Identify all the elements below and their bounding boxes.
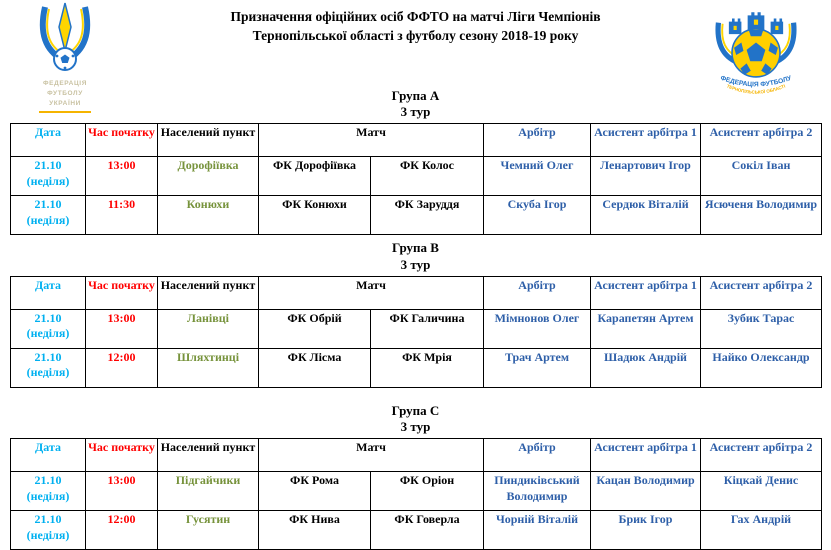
match-venue: Ланівці bbox=[158, 309, 259, 348]
col-header-match: Матч bbox=[259, 124, 484, 157]
assistant1-name: Ленартович Ігор bbox=[591, 157, 701, 196]
header-row bbox=[11, 276, 822, 309]
assistant1-name: Карапетян Артем bbox=[591, 309, 701, 348]
date-value: 21.10 bbox=[34, 473, 62, 488]
home-team: ФК Конюхи bbox=[259, 196, 371, 235]
date-value: 21.10 bbox=[34, 158, 62, 173]
left-logo-caption-line: УКРАЇНИ bbox=[49, 99, 81, 107]
group-b-title bbox=[0, 240, 831, 273]
home-team: ФК Лісма bbox=[259, 348, 371, 387]
date-value: 21.10 bbox=[34, 349, 62, 364]
col-header-date: Дата bbox=[11, 439, 86, 472]
date-day: (неділя) bbox=[26, 365, 70, 380]
match-date bbox=[11, 511, 86, 550]
referee-name: Чемний Олег bbox=[484, 157, 591, 196]
right-logo-arc-top-text: ФЕДЕРАЦІЯ ФУТБОЛУ bbox=[719, 74, 793, 89]
col-header-date: Дата bbox=[11, 124, 86, 157]
away-team: ФК Галичина bbox=[371, 309, 484, 348]
page-title bbox=[0, 0, 831, 46]
away-team: ФК Колос bbox=[371, 157, 484, 196]
group-a-name: Група А bbox=[391, 87, 440, 103]
assignments-table-group-a bbox=[10, 123, 822, 235]
away-team: ФК Мрія bbox=[371, 348, 484, 387]
col-header-assistant2: Асистент арбітра 2 bbox=[701, 276, 822, 309]
home-team: ФК Обрій bbox=[259, 309, 371, 348]
match-date bbox=[11, 309, 86, 348]
col-header-assistant1: Асистент арбітра 1 bbox=[591, 124, 701, 157]
match-time: 13:00 bbox=[86, 309, 158, 348]
col-header-assistant1: Асистент арбітра 1 bbox=[591, 276, 701, 309]
left-logo-underline bbox=[39, 111, 91, 113]
match-time: 11:30 bbox=[86, 196, 158, 235]
group-c-round: 3 тур bbox=[400, 419, 431, 435]
assistant2-name: Зубик Тарас bbox=[701, 309, 822, 348]
col-header-referee: Арбітр bbox=[484, 276, 591, 309]
col-header-match: Матч bbox=[259, 276, 484, 309]
col-header-venue: Населений пункт bbox=[158, 124, 259, 157]
date-value: 21.10 bbox=[34, 512, 62, 527]
away-team: ФК Оріон bbox=[371, 472, 484, 511]
referee-name: Мімнонов Олег bbox=[484, 309, 591, 348]
match-date bbox=[11, 157, 86, 196]
col-header-referee: Арбітр bbox=[484, 124, 591, 157]
date-day: (неділя) bbox=[26, 212, 70, 227]
match-time: 12:00 bbox=[86, 348, 158, 387]
col-header-assistant1: Асистент арбітра 1 bbox=[591, 439, 701, 472]
away-team: ФК Заруддя bbox=[371, 196, 484, 235]
assignments-table-group-b bbox=[10, 276, 822, 388]
match-time: 12:00 bbox=[86, 511, 158, 550]
home-team: ФК Рома bbox=[259, 472, 371, 511]
assistant1-name: Шадюк Андрій bbox=[591, 348, 701, 387]
page-title-line-1: Призначення офіційних осіб ФФТО на матчі Ліги Чемпіонів bbox=[230, 9, 601, 24]
date-day: (неділя) bbox=[26, 326, 70, 341]
referee-name: Пиндиківський Володимир bbox=[484, 472, 591, 511]
date-day: (неділя) bbox=[26, 527, 70, 542]
home-team: ФК Дорофіївка bbox=[259, 157, 371, 196]
referee-name: Скуба Ігор bbox=[484, 196, 591, 235]
col-header-time: Час початку bbox=[86, 276, 158, 309]
table-row bbox=[11, 309, 822, 348]
match-time: 13:00 bbox=[86, 157, 158, 196]
match-date bbox=[11, 348, 86, 387]
left-logo-caption-line: ФЕДЕРАЦІЯ bbox=[43, 80, 87, 87]
assistant2-name: Кіцкай Денис bbox=[701, 472, 822, 511]
page-title-line-2: Тернопільської області з футболу сезону 2018-19 року bbox=[252, 27, 579, 43]
assistant1-name: Кацан Володимир bbox=[591, 472, 701, 511]
col-header-match: Матч bbox=[259, 439, 484, 472]
assistant2-name: Сокіл Іван bbox=[701, 157, 822, 196]
col-header-assistant2: Асистент арбітра 2 bbox=[701, 124, 822, 157]
assistant2-name: Ясюченя Володимир bbox=[701, 196, 822, 235]
left-logo-caption bbox=[22, 79, 108, 108]
date-value: 21.10 bbox=[34, 197, 62, 212]
castle-ball-icon bbox=[708, 6, 804, 102]
match-venue: Конюхи bbox=[158, 196, 259, 235]
right-logo-arc-bottom-text: ТЕРНОПІЛЬСЬКОЇ ОБЛАСТІ bbox=[726, 83, 787, 95]
table-row bbox=[11, 196, 822, 235]
assistant2-name: Найко Олександр bbox=[701, 348, 822, 387]
group-a-round: 3 тур bbox=[400, 104, 431, 120]
table-row bbox=[11, 472, 822, 511]
col-header-time: Час початку bbox=[86, 439, 158, 472]
match-date bbox=[11, 472, 86, 511]
col-header-assistant2: Асистент арбітра 2 bbox=[701, 439, 822, 472]
home-team: ФК Нива bbox=[259, 511, 371, 550]
group-section-b bbox=[0, 240, 831, 388]
assistant1-name: Сердюк Віталій bbox=[591, 196, 701, 235]
table-row bbox=[11, 511, 822, 550]
header-row bbox=[11, 439, 822, 472]
match-venue: Шляхтинці bbox=[158, 348, 259, 387]
group-b-round: 3 тур bbox=[400, 256, 431, 272]
col-header-venue: Населений пункт bbox=[158, 439, 259, 472]
assignments-table-group-c bbox=[10, 438, 822, 550]
assistant1-name: Брик Ігор bbox=[591, 511, 701, 550]
group-a-title bbox=[0, 88, 831, 121]
group-section-a bbox=[0, 88, 831, 236]
col-header-date: Дата bbox=[11, 276, 86, 309]
trident-ball-icon bbox=[23, 2, 107, 72]
group-b-name: Група В bbox=[392, 240, 439, 256]
group-c-name: Група С bbox=[391, 402, 440, 418]
header-row bbox=[11, 124, 822, 157]
match-venue: Підгайчики bbox=[158, 472, 259, 511]
match-date bbox=[11, 196, 86, 235]
assistant2-name: Гах Андрій bbox=[701, 511, 822, 550]
group-c-title bbox=[0, 403, 831, 436]
group-section-c bbox=[0, 403, 831, 550]
left-logo-caption-line: ФУТБОЛУ bbox=[47, 89, 83, 97]
match-venue: Дорофіївка bbox=[158, 157, 259, 196]
col-header-time: Час початку bbox=[86, 124, 158, 157]
date-day: (неділя) bbox=[26, 173, 70, 188]
away-team: ФК Говерла bbox=[371, 511, 484, 550]
col-header-referee: Арбітр bbox=[484, 439, 591, 472]
match-time: 13:00 bbox=[86, 472, 158, 511]
date-day: (неділя) bbox=[26, 488, 70, 503]
match-venue: Гусятин bbox=[158, 511, 259, 550]
referee-name: Трач Артем bbox=[484, 348, 591, 387]
date-value: 21.10 bbox=[34, 310, 62, 325]
referee-name: Чорній Віталій bbox=[484, 511, 591, 550]
ukraine-football-federation-logo bbox=[22, 2, 108, 113]
ternopil-football-federation-logo bbox=[708, 6, 804, 107]
table-row bbox=[11, 157, 822, 196]
table-row bbox=[11, 348, 822, 387]
col-header-venue: Населений пункт bbox=[158, 276, 259, 309]
